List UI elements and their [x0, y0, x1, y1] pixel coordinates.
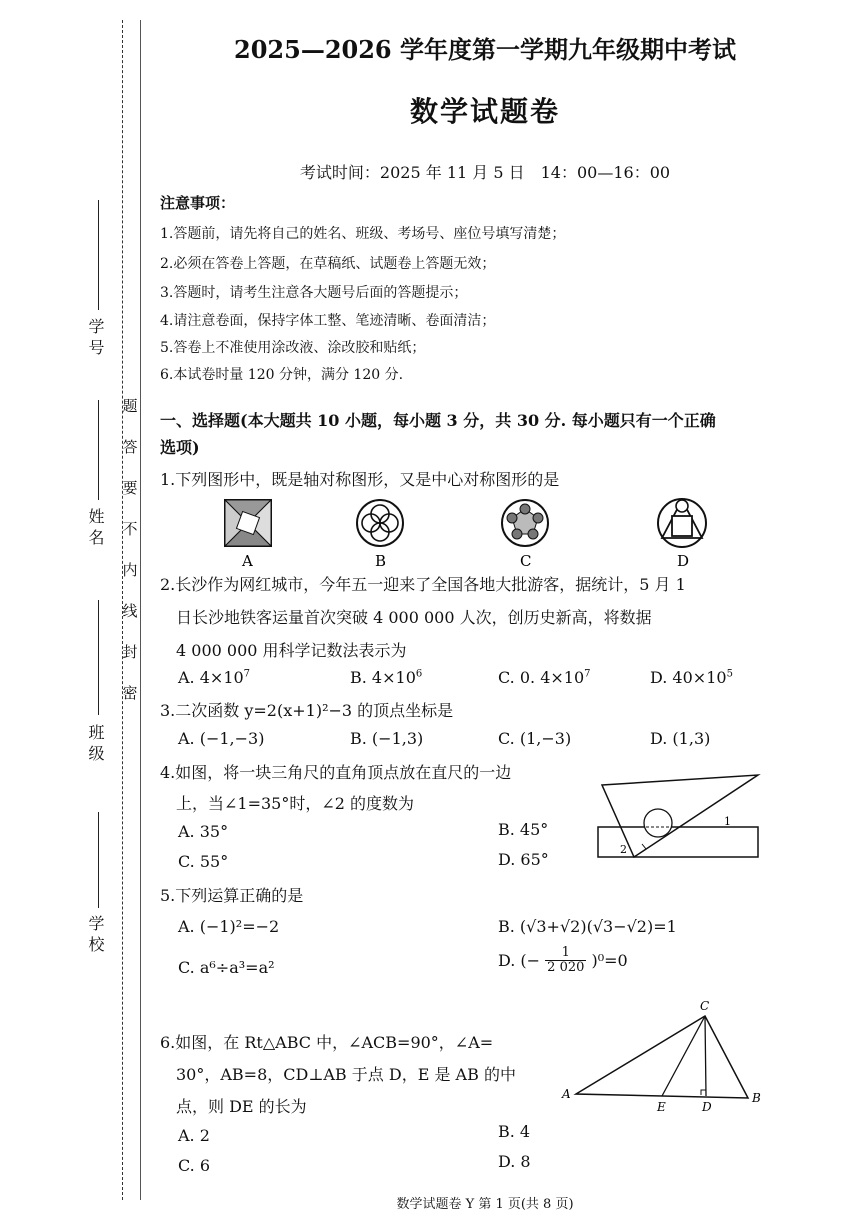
- q2-option-d[interactable]: [650, 668, 733, 687]
- section-heading-cont: 选项): [160, 438, 200, 457]
- q2-option-b-exp: 6: [415, 668, 423, 680]
- school-label: 学 校: [86, 915, 105, 953]
- exam-title: 2025—2026 学年度第一学期九年级期中考试: [234, 35, 736, 64]
- q1-stem: 1.下列图形中，既是轴对称图形，又是中心对称图形的是: [160, 470, 560, 489]
- q4-option-b[interactable]: B. 45°: [498, 820, 549, 839]
- school-field[interactable]: [98, 812, 99, 908]
- angle-2-label: 2: [620, 843, 627, 856]
- figure-b-icon: [357, 500, 403, 546]
- q5-option-a[interactable]: A. (−1)²=−2: [178, 917, 280, 936]
- seal-char: 答: [122, 438, 138, 456]
- q5-option-d[interactable]: [498, 946, 628, 986]
- q3-stem: 3.二次函数 y=2(x+1)²−3 的顶点坐标是: [160, 701, 454, 720]
- angle-1-label: 1: [724, 815, 731, 828]
- q2-option-c-exp: 7: [584, 668, 591, 680]
- q5-d-numerator: 1: [545, 946, 586, 961]
- class-field[interactable]: [98, 600, 99, 715]
- q4-option-d[interactable]: D. 65°: [498, 850, 549, 869]
- notice-item: 4.请注意卷面，保持字体工整、笔迹清晰、卷面清洁；: [160, 313, 496, 329]
- section-heading: 一、选择题(本大题共 10 小题，每小题 3 分，共 30 分. 每小题只有一个正确: [160, 411, 716, 430]
- name-field[interactable]: [98, 400, 99, 500]
- q2-stem: 2.长沙作为网红城市，今年五一迎来了全国各地大批游客，据统计，5 月 1: [160, 575, 686, 594]
- q5-option-b[interactable]: B. (√3+√2)(√3−√2)=1: [498, 917, 677, 936]
- class-label: 班 级: [86, 724, 105, 762]
- q2-option-a-exp: 7: [243, 668, 251, 680]
- q5-d-fraction: [545, 946, 586, 975]
- seal-char: 密: [122, 684, 138, 702]
- notice-item: 3.答题时，请考生注意各大题号后面的答题提示；: [160, 285, 468, 301]
- seal-text: [120, 398, 140, 701]
- notice-item: 1.答题前，请先将自己的姓名、班级、考场号、座位号填写清楚；: [160, 226, 566, 242]
- q2-option-a-text: A. 4×10: [178, 668, 244, 687]
- q4-option-a[interactable]: A. 35°: [178, 822, 229, 841]
- vertex-c-label: C: [700, 999, 710, 1013]
- vertex-b-label: B: [752, 1091, 761, 1105]
- figure-c-label: C: [520, 552, 532, 570]
- notice-item: 5.答卷上不准使用涂改液、涂改胶和贴纸；: [160, 340, 426, 356]
- q6-stem-cont: 30°，AB=8，CD⊥AB 于点 D，E 是 AB 的中: [176, 1065, 516, 1084]
- name-label: 姓 名: [86, 508, 105, 546]
- seal-char: 线: [122, 602, 138, 620]
- q3-option-b[interactable]: B. (−1,3): [350, 729, 424, 748]
- q5-d-denominator: 2 020: [547, 960, 585, 975]
- q2-option-c[interactable]: [498, 668, 591, 687]
- notice-heading: 注意事项：: [160, 194, 236, 212]
- page-footer: 数学试题卷 Y 第 1 页(共 8 页): [396, 1197, 574, 1212]
- id-field[interactable]: [98, 200, 99, 310]
- exam-time: 考试时间：2025 年 11 月 5 日 14：00—16：00: [299, 163, 671, 182]
- seal-char: 内: [122, 561, 138, 579]
- id-label: 学 号: [86, 318, 105, 356]
- q4-stem: 4.如图，将一块三角尺的直角顶点放在直尺的一边: [160, 763, 512, 782]
- q6-option-c[interactable]: C. 6: [178, 1156, 211, 1175]
- seal-char: 不: [122, 520, 138, 538]
- figure-c-icon: [502, 500, 548, 546]
- vertex-e-label: E: [657, 1100, 666, 1114]
- q4-figure: [590, 765, 765, 865]
- q4-option-c[interactable]: C. 55°: [178, 852, 229, 871]
- q4-stem-cont: 上，当∠1=35°时，∠2 的度数为: [176, 794, 415, 813]
- binding-margin: [0, 0, 150, 1226]
- q2-stem-cont: 4 000 000 用科学记数法表示为: [176, 641, 407, 660]
- seal-char: 题: [122, 397, 138, 415]
- seal-char: 封: [122, 643, 138, 661]
- q6-stem-cont: 点，则 DE 的长为: [176, 1097, 307, 1116]
- vertex-a-label: A: [562, 1087, 571, 1101]
- binding-line-inner: [140, 20, 141, 1200]
- q5-d-prefix: D. (−: [498, 951, 541, 970]
- q2-option-c-text: C. 0. 4×10: [498, 668, 585, 687]
- figure-d-icon: [658, 499, 706, 547]
- seal-char: 要: [122, 479, 138, 497]
- q3-option-d[interactable]: D. (1,3): [650, 729, 711, 748]
- q1-figures: [200, 492, 740, 572]
- q2-option-d-exp: 5: [726, 668, 733, 680]
- q6-figure: [560, 998, 770, 1116]
- q3-option-a[interactable]: A. (−1,−3): [178, 729, 265, 748]
- q2-option-d-text: D. 40×10: [650, 668, 727, 687]
- q6-option-d[interactable]: D. 8: [498, 1152, 531, 1171]
- notice-item: 6.本试卷时量 120 分钟，满分 120 分.: [160, 367, 404, 383]
- vertex-d-label: D: [702, 1100, 712, 1114]
- q5-d-suffix: )⁰=0: [591, 951, 628, 970]
- figure-b-label: B: [375, 552, 387, 570]
- q6-option-a[interactable]: A. 2: [178, 1126, 210, 1145]
- q2-stem-cont: 日长沙地铁客运量首次突破 4 000 000 人次，创历史新高，将数据: [176, 608, 652, 627]
- q6-option-b[interactable]: B. 4: [498, 1122, 531, 1141]
- q2-option-b-text: B. 4×10: [350, 668, 416, 687]
- figure-a-icon: [225, 500, 271, 546]
- q6-stem: 6.如图，在 Rt△ABC 中，∠ACB=90°，∠A=: [160, 1033, 494, 1052]
- figure-a-label: A: [242, 552, 253, 570]
- q5-option-c[interactable]: C. a⁶÷a³=a²: [178, 958, 275, 977]
- q3-option-c[interactable]: C. (1,−3): [498, 729, 572, 748]
- figure-d-label: D: [677, 552, 690, 570]
- q2-option-b[interactable]: [350, 668, 422, 687]
- q5-stem: 5.下列运算正确的是: [160, 886, 304, 905]
- notice-item: 2.必须在答卷上答题，在草稿纸、试题卷上答题无效；: [160, 256, 496, 272]
- paper-title: 数学试题卷: [409, 95, 560, 128]
- q2-option-a[interactable]: [178, 668, 250, 687]
